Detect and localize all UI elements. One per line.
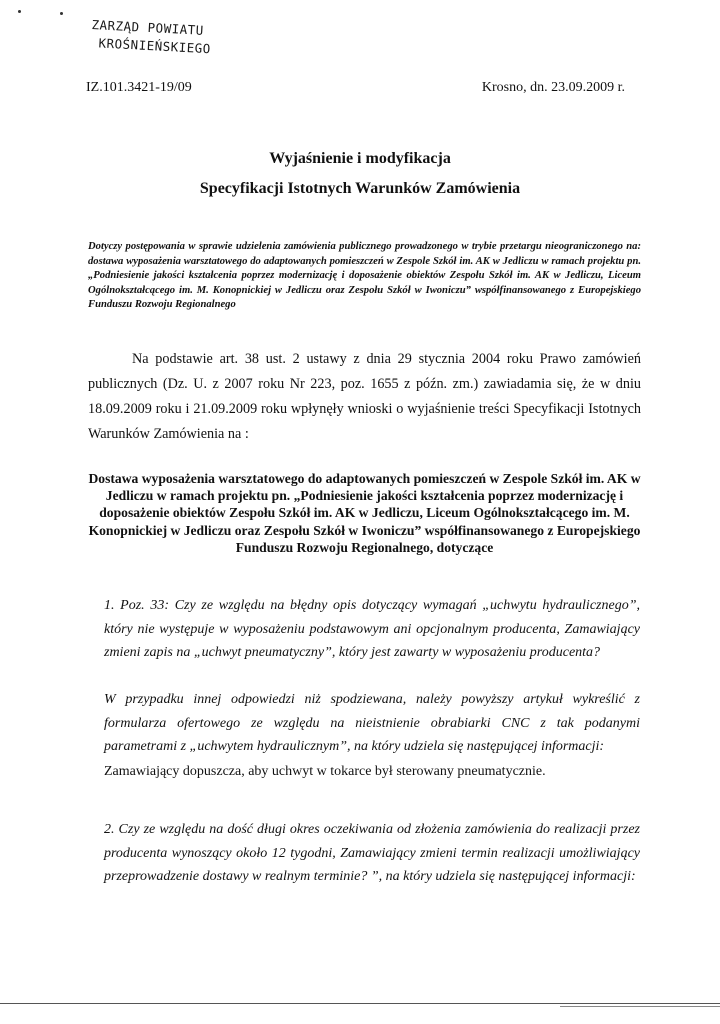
legal-basis-paragraph: Na podstawie art. 38 ust. 2 ustawy z dnia 29 stycznia 2004 roku Prawo zamówień publicznych (Dz. U. z 2007 roku Nr 223, poz. 1655 z późn. zm.) zawiadamia się, że w dniu 18.09.2009 roku i 21.09.2009 roku wpłynęły wnioski o wyjaśnienie treści Specyfikacji Istotnych Warunków Zamówienia na : xyxy=(88,351,641,442)
scan-mark-dot xyxy=(60,12,63,15)
document-date: Krosno, dn. 23.09.2009 r. xyxy=(481,80,625,95)
scan-mark-dot xyxy=(18,10,21,13)
reference-number: IZ.101.3421-19/09 xyxy=(86,80,192,95)
subject-block: Dostawa wyposażenia warsztatowego do adaptowanych pomieszczeń w Zespole Szkół im. AK w Jedliczu w ramach projektu pn. „Podniesienie jakości kształcenia poprzez modernizację i doposażenie obiektów Zespołu Szkół im. AK w Jedliczu, Liceum Ogólnokształcącego im. M. Konopnickiej w Jedliczu oraz Zespołu Szkół w Iwoniczu” współfinansowanego z Europejskiego Funduszu Rozwoju Regionalnego, dotyczące xyxy=(88,471,641,555)
document-title: Wyjaśnienie i modyfikacja xyxy=(269,150,451,167)
page-bottom-rule-2 xyxy=(560,1006,720,1007)
stamp-line-2: KROŚNIEŃSKIEGO xyxy=(98,35,212,57)
question-1-followup: W przypadku innej odpowiedzi niż spodziewana, należy powyższy artykuł wykreślić z formularza ofertowego ze względu na nieistnienie obrabiarki CNC z tak podanymi parametrami z „uchwytem hydraulicznym”, na który udziela się następującej informacji: xyxy=(104,692,640,754)
question-1: 1. Poz. 33: Czy ze względu na błędny opis dotyczący wymagań „uchwytu hydraulicznego”, który nie występuje w wyposażeniu podstawowym ani opcjonalnym producenta, Zamawiający zmieni zapis na „uchwyt pneumatyczny”, który jest zawarty w wyposażeniu producenta? xyxy=(104,598,640,660)
intro-paragraph: Dotyczy postępowania w sprawie udzielenia zamówienia publicznego prowadzonego w trybie przetargu nieograniczonego na: dostawa wyposażenia warsztatowego do adaptowanych pomieszczeń w Zespole Szkół im. AK w Jedliczu w ramach projektu pn. „Podniesienie jakości kształcenia poprzez modernizację i doposażenie obiektów Zespołu Szkół im. AK w Jedliczu, Liceum Ogólnokształcącego im. M. Konopnickiej w Jedliczu oraz Zespołu Szkół w Iwoniczu” współfinansowanego z Europejskiego Funduszu Rozwoju Regionalnego xyxy=(88,241,641,311)
stamp-line-1: ZARZĄD POWIATU xyxy=(91,16,205,38)
answer-1: Zamawiający dopuszcza, aby uchwyt w tokarce był sterowany pneumatycznie. xyxy=(104,764,546,779)
document-subtitle: Specyfikacji Istotnych Warunków Zamówienia xyxy=(199,180,521,197)
office-stamp xyxy=(90,16,242,60)
question-2: 2. Czy ze względu na dość długi okres oczekiwania od złożenia zamówienia do realizacji przez producenta wynoszący około 12 tygodni, Zamawiający zmieni termin realizacji umożliwiający przeprowadzenie dostawy w realnym terminie? ”, na który udziela się następującej informacji: xyxy=(104,822,640,884)
page-bottom-rule xyxy=(0,1003,720,1004)
